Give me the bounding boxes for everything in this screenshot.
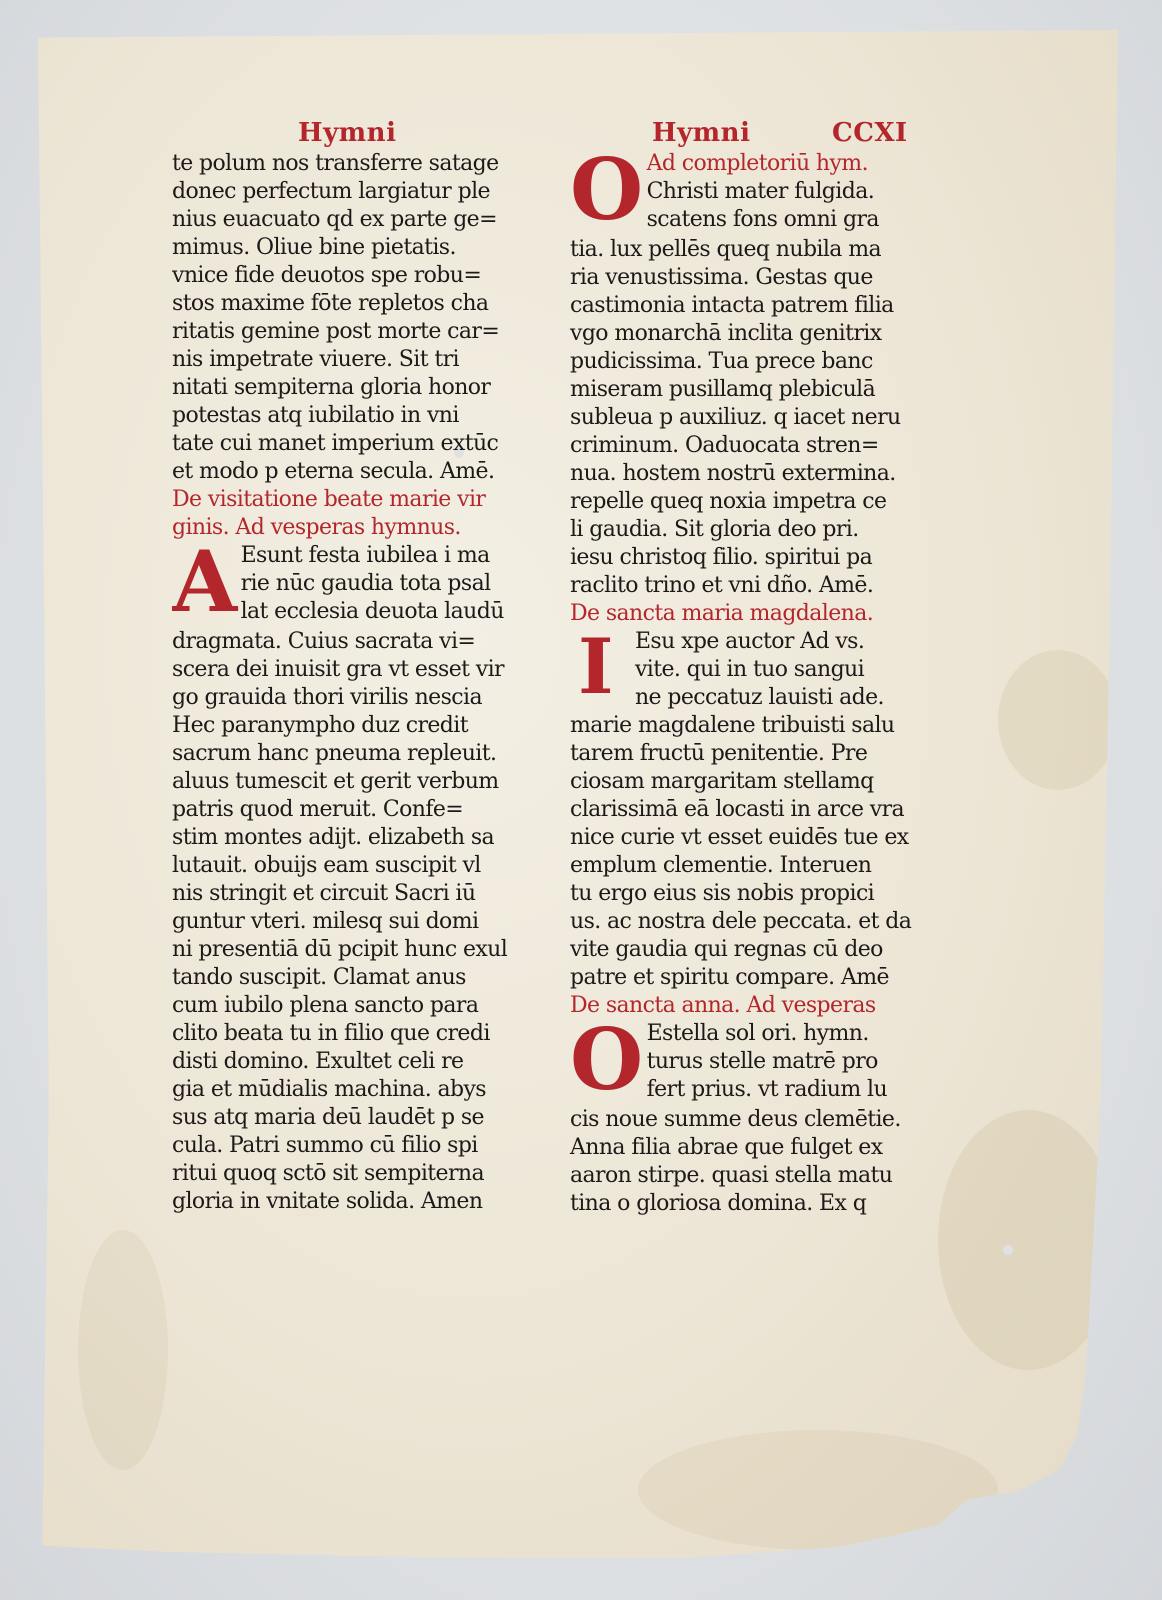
text-line: patris quod meruit. Confe= <box>172 797 464 822</box>
text-line: vite. qui in tuo sangui <box>634 657 865 682</box>
right-column <box>570 150 920 1218</box>
text-line: dragmata. Cuius sacrata vi= <box>172 629 476 654</box>
text-line: aaron stirpe. quasi stella matu <box>570 1163 893 1188</box>
text-line: nius euacuato qd ex parte ge= <box>172 207 497 232</box>
text-line: mimus. Oliue bine pietatis. <box>172 235 456 260</box>
text-line: cum iubilo plena sancto para <box>172 993 479 1018</box>
text-line: nis impetrate viuere. Sit tri <box>172 347 459 372</box>
text-line: ritatis gemine post morte car= <box>172 319 500 344</box>
text-line: aluus tumescit et gerit verbum <box>172 769 499 794</box>
right-running-head: Hymni <box>652 118 751 148</box>
text-line: sus atq maria deū laudēt p se <box>172 1105 484 1130</box>
text-line: rie nūc gaudia tota psal <box>240 571 491 596</box>
initial-block <box>172 542 522 628</box>
text-line: patre et spiritu compare. Amē <box>570 965 889 990</box>
text-line: et modo p eterna secula. Amē. <box>172 459 495 484</box>
text-line: vgo monarchā inclita genitrix <box>570 321 882 346</box>
decorated-initial: O <box>570 1020 643 1106</box>
text-line: gia et mūdialis machina. abys <box>172 1077 486 1102</box>
text-line: turus stelle matrē pro <box>646 1049 878 1074</box>
rubric-line: Ad completoriū hym. <box>646 151 868 176</box>
text-line: ni presentiā dū pcipit hunc exul <box>172 937 508 962</box>
text-line: Christi mater fulgida. <box>646 179 875 204</box>
text-line: marie magdalene tribuisti salu <box>570 713 895 738</box>
text-line: tarem fructū penitentie. Pre <box>570 741 868 766</box>
text-line: sacrum hanc pneuma repleuit. <box>172 741 497 766</box>
text-line: lat ecclesia deuota laudū <box>240 599 504 624</box>
text-line: repelle queq noxia impetra ce <box>570 489 887 514</box>
text-line: Estella sol ori. hymn. <box>646 1021 869 1046</box>
folio-number: CCXI <box>832 118 908 148</box>
text-line: Esu xpe auctor Ad vs. <box>634 629 865 654</box>
text-line: ne peccatuz lauisti ade. <box>634 685 884 710</box>
text-line: disti domino. Exultet celi re <box>172 1049 464 1074</box>
text-line: raclito trino et vni dño. Amē. <box>570 573 874 598</box>
paper-hole <box>1003 1245 1013 1255</box>
text-line: tina o gloriosa domina. Ex q <box>570 1191 867 1216</box>
text-line: potestas atq iubilatio in vni <box>172 403 459 428</box>
rubric-line: De sancta maria magdalena. <box>570 601 874 626</box>
text-line: li gaudia. Sit gloria deo pri. <box>570 517 859 542</box>
text-line: gloria in vnitate solida. Amen <box>172 1189 483 1214</box>
text-line: vnice fide deuotos spe robu= <box>172 263 482 288</box>
text-line: stim montes adijt. elizabeth sa <box>172 825 495 850</box>
text-line: nis stringit et circuit Sacri iū <box>172 881 476 906</box>
text-line: ciosam margaritam stellamq <box>570 769 874 794</box>
text-line: tia. lux pellēs queq nubila ma <box>570 237 881 262</box>
text-line: scera dei inuisit gra vt esset vir <box>172 657 504 682</box>
text-line: ritui quoq sctō sit sempiterna <box>172 1161 484 1186</box>
text-line: iesu christoq filio. spiritui pa <box>570 545 873 570</box>
text-line: cula. Patri summo cū filio spi <box>172 1133 478 1158</box>
text-line: emplum clementie. Interuen <box>570 853 872 878</box>
text-line: cis noue summe deus clemētie. <box>570 1107 901 1132</box>
text-line: Esunt festa iubilea i ma <box>240 543 490 568</box>
text-line: go grauida thori virilis nescia <box>172 685 482 710</box>
text-line: tate cui manet imperium extūc <box>172 431 499 456</box>
text-line: subleua p auxiliuz. q iacet neru <box>570 405 901 430</box>
text-line: criminum. Oaduocata stren= <box>570 433 879 458</box>
rubric-line: De visitatione beate marie vir <box>172 487 486 512</box>
text-line: castimonia intacta patrem filia <box>570 293 894 318</box>
text-line: lutauit. obuijs eam suscipit vl <box>172 853 481 878</box>
decorated-initial: O <box>570 150 643 236</box>
left-running-head: Hymni <box>298 118 397 148</box>
text-line: miseram pusillamq plebiculā <box>570 377 876 402</box>
decorated-initial: I <box>578 628 613 711</box>
text-line: clarissimā eā locasti in arce vra <box>570 797 905 822</box>
initial-block <box>570 150 920 236</box>
text-line: tu ergo eius sis nobis propici <box>570 881 875 906</box>
text-line: guntur vteri. milesq sui domi <box>172 909 479 934</box>
text-line: fert prius. vt radium lu <box>646 1077 888 1102</box>
text-line: donec perfectum largiatur ple <box>172 179 490 204</box>
decorated-initial: A <box>172 542 237 628</box>
text-line: clito beata tu in filio que credi <box>172 1021 490 1046</box>
text-line: vite gaudia qui regnas cū deo <box>570 937 883 962</box>
text-line: nua. hostem nostrū extermina. <box>570 461 896 486</box>
text-line: tando suscipit. Clamat anus <box>172 965 466 990</box>
text-line: Hec paranympho duz credit <box>172 713 468 738</box>
text-line: nice curie vt esset euidēs tue ex <box>570 825 909 850</box>
rubric-line: ginis. Ad vesperas hymnus. <box>172 515 461 540</box>
text-line: us. ac nostra dele peccata. et da <box>570 909 912 934</box>
initial-block <box>570 628 920 712</box>
left-column <box>172 150 522 1216</box>
text-line: stos maxime fōte repletos cha <box>172 291 489 316</box>
text-line: Anna filia abrae que fulget ex <box>570 1135 883 1160</box>
text-line: te polum nos transferre satage <box>172 151 499 176</box>
text-line: scatens fons omni gra <box>646 207 879 232</box>
text-line: nitati sempiterna gloria honor <box>172 375 491 400</box>
initial-block <box>570 1020 920 1106</box>
text-line: pudicissima. Tua prece banc <box>570 349 873 374</box>
rubric-line: De sancta anna. Ad vesperas <box>570 993 876 1018</box>
text-line: ria venustissima. Gestas que <box>570 265 873 290</box>
